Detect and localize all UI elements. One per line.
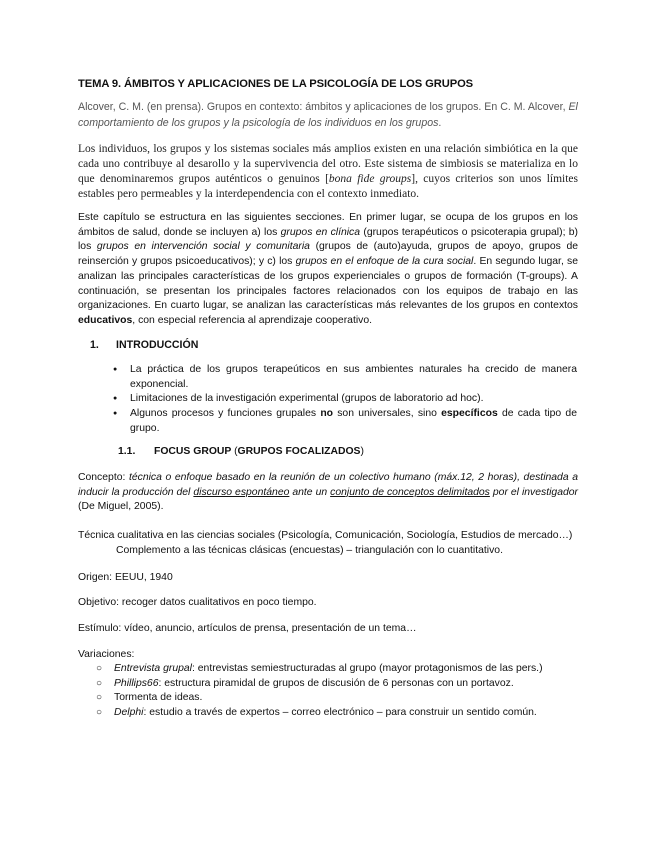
list-item-text: son universales, sino (333, 408, 442, 420)
tecnica-line-2: Complemento a las técnicas clásicas (encuestas) – triangulación con lo cuantitativo. (116, 544, 503, 556)
list-item (115, 392, 577, 407)
variation-text: : entrevistas semiestructuradas al grupo (mayor protagonismos de las pers.) (191, 663, 543, 674)
concept-italic: ante un (289, 486, 331, 498)
variation-name: Entrevista grupal (114, 663, 192, 674)
intro-text: Este capítulo se estructura en las siguientes secciones. En primer lugar, se ocupa de los grupos en los ámbitos de salud, donde se incluyen a) los (78, 212, 578, 238)
abstract-italic: bona fide groups (328, 173, 412, 185)
section-heading-1-1 (118, 446, 364, 457)
reference-citation (78, 99, 578, 131)
intro-text: , con especial referencia al aprendizaje cooperativo. (132, 314, 373, 326)
list-item (115, 363, 577, 392)
reference-end: . (438, 117, 442, 129)
variation-name: Phillips66 (114, 677, 159, 689)
variation-name: Delphi (114, 707, 144, 719)
reference-book-title: El comportamiento de los grupos y la psicología de los individuos en los grupos (78, 101, 578, 129)
subsection-label: FOCUS GROUP (154, 446, 235, 457)
document-title: TEMA 9. ÁMBITOS Y APLICACIONES DE LA PSICOLOGÍA DE LOS GRUPOS (78, 78, 474, 90)
intro-italic: grupos en el enfoque de la cura social (295, 256, 474, 268)
intro-text: (grupos terapéuticos o psicoterapia grupal); b) los (78, 226, 578, 253)
section-heading-1 (90, 339, 198, 351)
tecnica-line-1: Técnica cualitativa en las ciencias sociales (Psicología, Comunicación, Sociología, Estudios de mercado…) (78, 530, 573, 541)
list-item-bold: no (320, 408, 334, 420)
concept-underlined: discurso espontáneo (193, 486, 290, 498)
section-number: 1. (90, 339, 99, 351)
list-item (96, 706, 576, 721)
list-item (96, 677, 576, 692)
tecnica-paragraph (78, 529, 578, 558)
concept-paragraph (78, 471, 578, 515)
origen-line: Origen: EEUU, 1940 (78, 572, 173, 583)
concept-lead: Concepto: (78, 472, 129, 483)
abstract-text-2: ], cuyos criterios son unos límites estables pero permeables y la interdependencia con el contexto inmediato. (78, 173, 579, 200)
list-item (96, 691, 576, 706)
intro-text: . En segundo lugar, se analizan las principales características de los grupos experienciales o grupos de formación (T-groups). A continuación, se presentan los principales factores relacionados con los equipos de trabajo en las organizaciones. En cuarto lugar, se analizan las características más relevantes de los grupos en contextos (78, 256, 578, 312)
section-label: INTRODUCCIÓN (116, 339, 199, 351)
abstract-text-1: Los individuos, los grupos y los sistemas sociales más amplios existen en una relación simbiótica en la que cada uno contribuye al desarollo y la supervivencia del otro. Este sistema de simbiosis se materializa en lo que denominaremos grupos auténticos o genuinos [ (78, 143, 578, 185)
list-item (96, 662, 576, 677)
intro-text: (grupos de (auto)ayuda, grupos de apoyo, grupos de reinserción y grupos psicoeducativos); y c) los (78, 241, 579, 268)
list-item-text: La práctica de los grupos terapeúticos en sus ambientes naturales ha crecido de manera exponencial. (130, 364, 577, 390)
reference-text: Alcover, C. M. (en prensa). Grupos en contexto: ámbitos y aplicaciones de los grupos. En C. M. Alcover, (78, 101, 569, 113)
objetivo-line: Objetivo: recoger datos cualitativos en poco tiempo. (78, 597, 317, 608)
variation-text: : estudio a través de expertos – correo electrónico – para construir un sentido común. (143, 707, 537, 719)
list-item-text: de cada tipo de grupo. (130, 408, 577, 434)
paren-close: ) (360, 446, 364, 457)
variaciones-heading: Variaciones: (78, 649, 135, 660)
variation-text: : estructura piramidal de grupos de discusión de 6 personas con un portavoz. (158, 677, 514, 689)
estimulo-line: Estímulo: vídeo, anuncio, artículos de prensa, presentación de un tema… (78, 623, 417, 634)
variaciones-list (96, 662, 576, 721)
bullet-list (115, 363, 577, 437)
intro-italic: grupos en clínica (280, 226, 361, 238)
variation-text: Tormenta de ideas. (114, 692, 203, 704)
subsection-label-2: GRUPOS FOCALIZADOS (237, 446, 361, 457)
concept-italic: técnica o enfoque basado en la reunión de un colectivo humano (máx.12, 2 horas), destinada a inducir la producción del (78, 472, 578, 498)
list-item-text: Limitaciones de la investigación experimental (grupos de laboratorio ad hoc). (130, 393, 484, 405)
intro-italic: grupos en intervención social y comunitaria (96, 241, 310, 253)
intro-bold: educativos (78, 314, 133, 326)
paren-open: ( (234, 446, 238, 457)
list-item-text: Algunos procesos y funciones grupales (130, 408, 321, 420)
concept-citation: (De Miguel, 2005). (78, 501, 164, 513)
concept-italic: por el investigador (489, 486, 578, 498)
list-item-bold: específicos (441, 408, 498, 420)
concept-underlined: conjunto de conceptos delimitados (330, 486, 490, 498)
intro-paragraph (78, 211, 578, 329)
subsection-number: 1.1. (118, 446, 136, 457)
list-item (115, 407, 577, 436)
abstract-paragraph (78, 142, 578, 202)
